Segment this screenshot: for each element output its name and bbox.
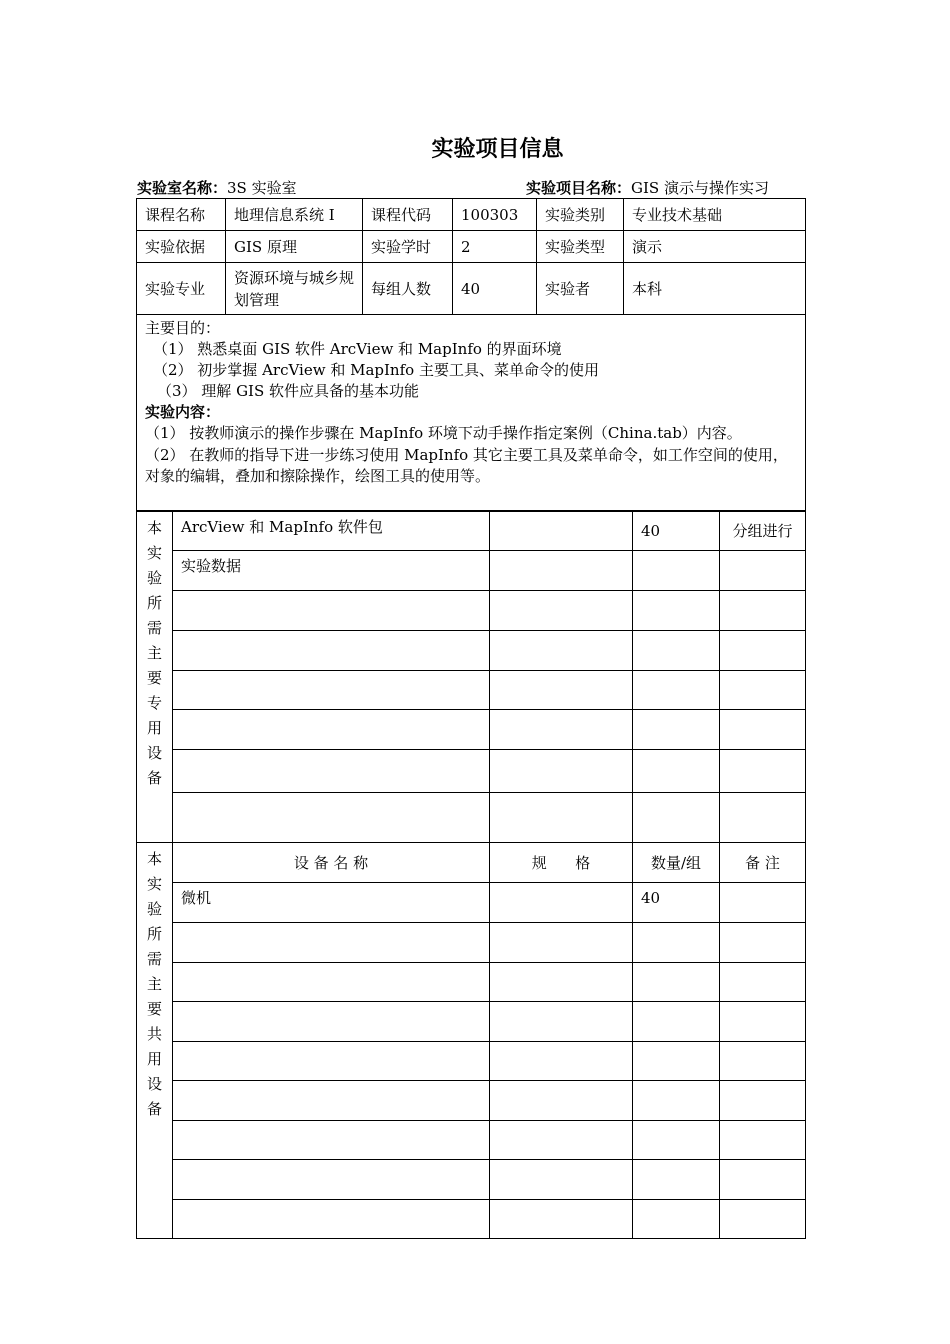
info-value: GIS 原理 xyxy=(226,231,363,263)
equipment-spec xyxy=(490,883,633,923)
info-key: 实验类型 xyxy=(537,231,624,263)
content-item: （2） 在教师的指导下进一步练习使用 MapInfo 其它主要工具及菜单命令，如工作空间的使用，对象的编辑，叠加和擦除操作，绘图工具的使用等。 xyxy=(145,446,788,485)
equipment-name xyxy=(173,750,490,793)
equipment-name: 实验数据 xyxy=(173,551,490,591)
content-heading: 实验内容： xyxy=(145,403,221,421)
info-row xyxy=(137,263,806,315)
lab-name-value: 3S 实验室 xyxy=(227,179,297,197)
equipment-spec xyxy=(490,671,633,710)
special-equipment-label: 本 实 验 所 需 主 要 专 用 设 备 xyxy=(137,512,173,843)
header-equipment-name: 设 备 名 称 xyxy=(173,843,490,883)
info-key: 实验类别 xyxy=(537,199,624,231)
equipment-qty: 40 xyxy=(633,883,720,923)
equipment-note xyxy=(720,923,806,963)
equipment-name xyxy=(173,1002,490,1042)
shared-equipment-row xyxy=(137,1160,806,1200)
equipment-qty xyxy=(633,1042,720,1081)
equipment-spec xyxy=(490,793,633,843)
equipment-qty xyxy=(633,551,720,591)
equipment-spec xyxy=(490,631,633,671)
info-value: 专业技术基础 xyxy=(624,199,806,231)
equipment-name xyxy=(173,591,490,631)
equipment-name xyxy=(173,923,490,963)
equipment-qty xyxy=(633,1160,720,1200)
equipment-note xyxy=(720,883,806,923)
project-name xyxy=(526,177,769,198)
equipment-spec xyxy=(490,1160,633,1200)
header-spec: 规 格 xyxy=(490,843,633,883)
header-note: 备 注 xyxy=(720,843,806,883)
info-key: 课程名称 xyxy=(137,199,226,231)
equipment-note xyxy=(720,750,806,793)
shared-equipment-row xyxy=(137,1042,806,1081)
equipment-name xyxy=(173,631,490,671)
equipment-note xyxy=(720,631,806,671)
info-table xyxy=(136,198,806,511)
info-key: 实验者 xyxy=(537,263,624,315)
equipment-name xyxy=(173,1121,490,1160)
info-row xyxy=(137,231,806,263)
special-equipment-row xyxy=(137,793,806,843)
info-value: 2 xyxy=(453,231,537,263)
shared-equipment-row xyxy=(137,963,806,1002)
equipment-name xyxy=(173,1200,490,1239)
objectives-content-row xyxy=(137,315,806,511)
equipment-spec xyxy=(490,591,633,631)
equipment-name xyxy=(173,1160,490,1200)
special-equipment-row xyxy=(137,671,806,710)
equipment-spec xyxy=(490,551,633,591)
equipment-note: 分组进行 xyxy=(720,512,806,551)
equipment-spec xyxy=(490,923,633,963)
equipment-name xyxy=(173,671,490,710)
shared-equipment-row xyxy=(137,1002,806,1042)
equipment-spec xyxy=(490,512,633,551)
equipment-qty xyxy=(633,750,720,793)
special-equipment-row xyxy=(137,631,806,671)
equipment-name: ArcView 和 MapInfo 软件包 xyxy=(173,512,490,551)
special-equipment-row xyxy=(137,551,806,591)
project-name-label: 实验项目名称： xyxy=(526,179,632,197)
objective-item: （2） 初步掌握 ArcView 和 MapInfo 主要工具、菜单命令的使用 xyxy=(153,361,599,379)
content-item: （1） 按教师演示的操作步骤在 MapInfo 环境下动手操作指定案例（China.tab）内容。 xyxy=(145,424,742,442)
equipment-name: 微机 xyxy=(173,883,490,923)
equipment-qty xyxy=(633,1002,720,1042)
equipment-qty xyxy=(633,671,720,710)
equipment-qty xyxy=(633,1200,720,1239)
info-value: 资源环境与城乡规划管理 xyxy=(226,263,363,315)
equipment-spec xyxy=(490,1002,633,1042)
objectives-content-cell xyxy=(137,315,806,511)
equipment-name xyxy=(173,1081,490,1121)
info-value: 本科 xyxy=(624,263,806,315)
objectives-heading: 主要目的： xyxy=(145,319,221,337)
equipment-spec xyxy=(490,1121,633,1160)
equipment-name xyxy=(173,1042,490,1081)
special-equipment-row xyxy=(137,750,806,793)
equipment-note xyxy=(720,963,806,1002)
equipment-note xyxy=(720,793,806,843)
equipment-qty xyxy=(633,591,720,631)
special-equipment-row xyxy=(137,591,806,631)
info-row xyxy=(137,199,806,231)
info-value: 40 xyxy=(453,263,537,315)
equipment-note xyxy=(720,1121,806,1160)
equipment-name xyxy=(173,793,490,843)
header-qty: 数量/组 xyxy=(633,843,720,883)
equipment-note xyxy=(720,1200,806,1239)
info-value: 地理信息系统 I xyxy=(226,199,363,231)
equipment-spec xyxy=(490,1081,633,1121)
info-key: 实验依据 xyxy=(137,231,226,263)
equipment-qty: 40 xyxy=(633,512,720,551)
project-name-value: GIS 演示与操作实习 xyxy=(631,179,769,197)
equipment-note xyxy=(720,671,806,710)
equipment-qty xyxy=(633,631,720,671)
equipment-spec xyxy=(490,1200,633,1239)
lab-name xyxy=(137,177,297,198)
lab-name-label: 实验室名称： xyxy=(137,179,228,197)
equipment-spec xyxy=(490,710,633,750)
shared-equipment-header-row xyxy=(137,843,806,883)
equipment-qty xyxy=(633,923,720,963)
equipment-qty xyxy=(633,710,720,750)
info-key: 每组人数 xyxy=(363,263,453,315)
info-value: 100303 xyxy=(453,199,537,231)
special-equipment-row xyxy=(137,512,806,551)
objective-item: （1） 熟悉桌面 GIS 软件 ArcView 和 MapInfo 的界面环境 xyxy=(153,340,562,358)
equipment-name xyxy=(173,710,490,750)
shared-equipment-row xyxy=(137,1121,806,1160)
equipment-qty xyxy=(633,963,720,1002)
shared-equipment-row xyxy=(137,1081,806,1121)
equipment-note xyxy=(720,1160,806,1200)
equipment-table xyxy=(136,511,806,1239)
equipment-qty xyxy=(633,1121,720,1160)
shared-equipment-row xyxy=(137,883,806,923)
shared-equipment-label: 本 实 验 所 需 主 要 共 用 设 备 xyxy=(137,843,173,1239)
equipment-note xyxy=(720,591,806,631)
equipment-note xyxy=(720,1002,806,1042)
objective-item: （3） 理解 GIS 软件应具备的基本功能 xyxy=(157,382,420,400)
equipment-spec xyxy=(490,750,633,793)
equipment-spec xyxy=(490,1042,633,1081)
equipment-qty xyxy=(633,793,720,843)
shared-equipment-row xyxy=(137,1200,806,1239)
equipment-note xyxy=(720,1081,806,1121)
info-value: 演示 xyxy=(624,231,806,263)
equipment-name xyxy=(173,963,490,1002)
shared-equipment-row xyxy=(137,923,806,963)
equipment-note xyxy=(720,1042,806,1081)
special-equipment-row xyxy=(137,710,806,750)
equipment-spec xyxy=(490,963,633,1002)
info-key: 实验专业 xyxy=(137,263,226,315)
page-title: 实验项目信息 xyxy=(431,137,564,162)
equipment-note xyxy=(720,710,806,750)
info-key: 实验学时 xyxy=(363,231,453,263)
equipment-note xyxy=(720,551,806,591)
info-key: 课程代码 xyxy=(363,199,453,231)
equipment-qty xyxy=(633,1081,720,1121)
